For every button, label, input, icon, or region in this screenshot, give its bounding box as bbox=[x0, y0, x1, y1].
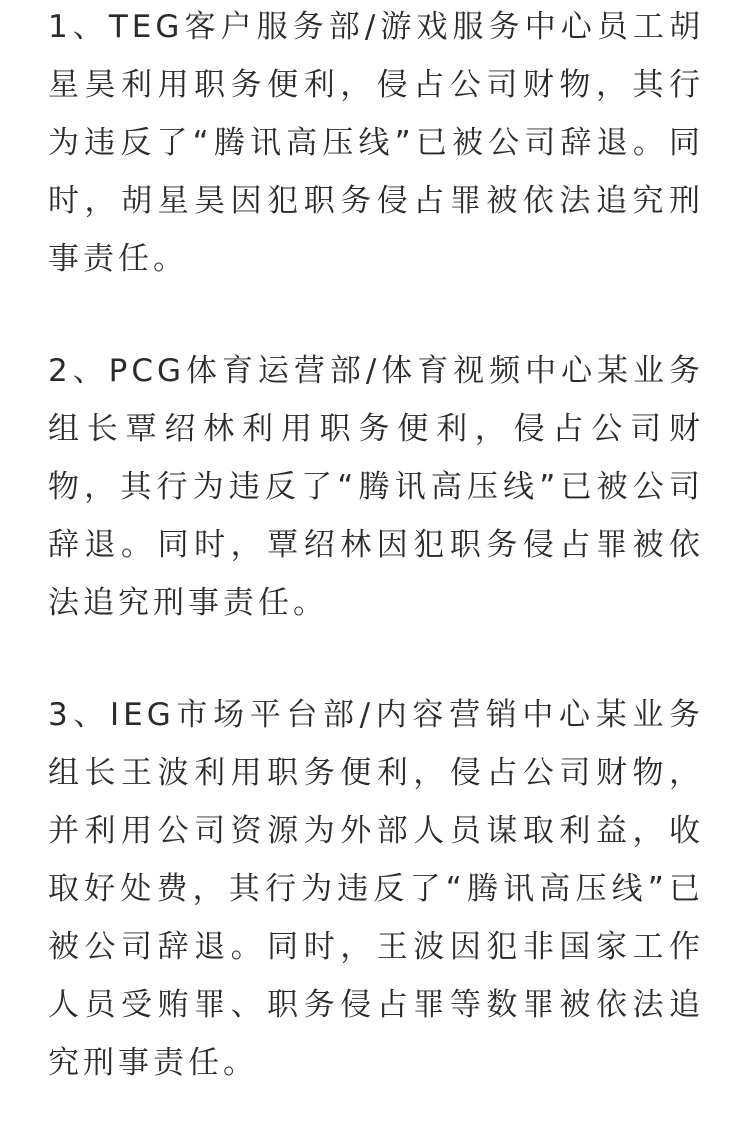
article-body bbox=[48, 0, 704, 1146]
paragraph-1: 1、TEG客户服务部/游戏服务中心员工胡星昊利用职务便利，侵占公司财物，其行为违反了“腾讯高压线”已被公司辞退。同时，胡星昊因犯职务侵占罪被依法追究刑事责任。 bbox=[48, 9, 704, 277]
paragraph-3: 3、IEG市场平台部/内容营销中心某业务组长王波利用职务便利，侵占公司财物，并利用公司资源为外部人员谋取利益，收取好处费，其行为违反了“腾讯高压线”已被公司辞退。同时，王波因犯非国家工作人员受贿罪、职务侵占罪等数罪被依法追究刑事责任。 bbox=[48, 697, 704, 1081]
paragraph-2: 2、PCG体育运营部/体育视频中心某业务组长覃绍林利用职务便利，侵占公司财物，其行为违反了“腾讯高压线”已被公司辞退。同时，覃绍林因犯职务侵占罪被依法追究刑事责任。 bbox=[48, 353, 704, 621]
